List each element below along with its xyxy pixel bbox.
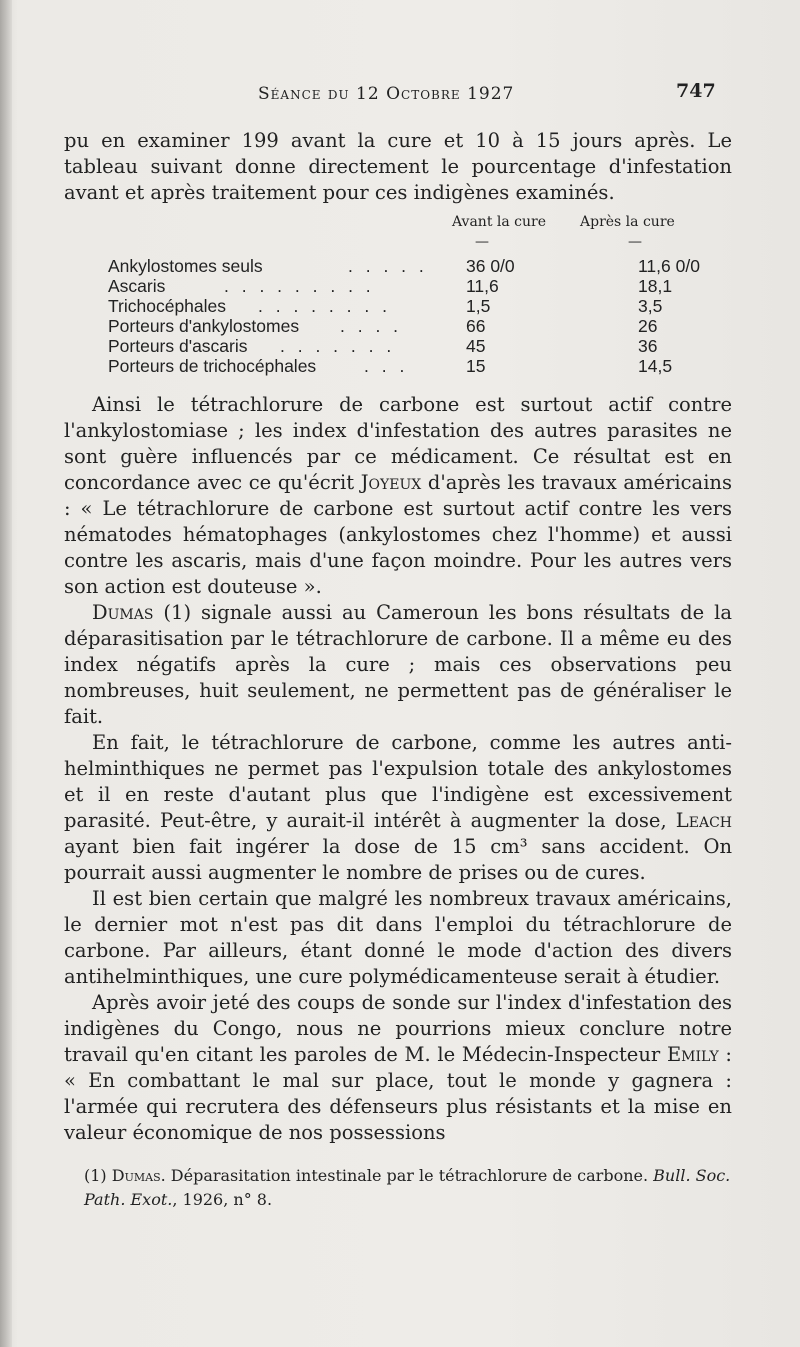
- running-head: [0, 80, 800, 110]
- row-value-after: 26: [638, 316, 658, 336]
- paragraph-text: Ainsi le tétrachlorure de carbone est surtout actif contre l'ankylostomiase ; les index d'infestation des autres parasites ne sont guère influencés par ce médicament. Ce résultat est en concordance avec ce qu'écrit: [64, 393, 732, 494]
- row-label: Porteurs d'ascaris: [108, 336, 248, 356]
- row-value-before: 45: [466, 336, 486, 356]
- author-name-emily: Emily: [666, 1043, 719, 1066]
- row-dots: . . . . . . .: [280, 336, 396, 356]
- binding-shadow: [0, 0, 12, 1347]
- paragraph-tetrachlorure-activity: [64, 392, 732, 600]
- row-label: Ankylostomes seuls: [108, 256, 263, 276]
- footnote-marker: (1): [84, 1166, 107, 1185]
- paragraph-conclusion: [64, 990, 732, 1146]
- paragraph-text: (1) signale aussi au Cameroun les bons résultats de la déparasitisation par le tétrachlorure de carbone. Il a même eu des index négatifs après la cure ; mais ces observations peu nombreuses, huit seulement, ne permettent pas de généraliser le fait.: [64, 601, 732, 728]
- table-row: [108, 296, 744, 316]
- intro-paragraph: pu en examiner 199 avant la cure et 10 à 15 jours après. Le tableau suivant donne directement le pourcentage d'infestation avant et après traitement pour ces indigènes examinés.: [64, 129, 732, 204]
- table-dash-after: —: [628, 234, 642, 250]
- paragraph-text-continued: : « En combattant le mal sur place, tout le monde y gagnera : l'armée qui recrutera des défenseurs plus résistants et la mise en valeur économique de nos possessions: [64, 1043, 732, 1144]
- row-value-before: 66: [466, 316, 486, 336]
- row-value-before: 36 0/0: [466, 256, 515, 276]
- infestation-table: [64, 214, 744, 384]
- table-dash-before: —: [475, 234, 489, 250]
- table-header-after: Après la cure: [580, 214, 675, 230]
- row-value-after: 3,5: [638, 296, 663, 316]
- row-value-before: 1,5: [466, 296, 491, 316]
- paragraph-text-continued: d'après les travaux américains : « Le tétrachlorure de carbone est surtout actif contre les vers nématodes hématophages (ankylostomes chez l'homme) et aussi contre les ascaris, mais d'une façon moindre. Pour les autres vers son action est douteuse ».: [64, 471, 732, 598]
- row-dots: . . . . . . . . .: [224, 276, 375, 296]
- row-value-before: 11,6: [466, 276, 499, 296]
- author-name-dumas: Dumas: [92, 601, 154, 624]
- row-label: Porteurs d'ankylostomes: [108, 316, 300, 336]
- row-label: Porteurs de trichocéphales: [108, 356, 317, 376]
- intro-paragraph-block: [64, 128, 732, 206]
- row-dots: . . . . . . . .: [258, 296, 391, 316]
- footnote-reference: , 1926, n° 8.: [172, 1190, 273, 1209]
- author-name-leach: Leach: [675, 809, 732, 832]
- paragraph-text: En fait, le tétrachlorure de carbone, comme les autres anti-helminthiques ne permet pas l'expulsion totale des ankylostomes et il en reste d'autant plus que l'indigène est excessivement parasité. Peut-être, y aurait-il intérêt à augmenter la dose,: [64, 731, 732, 832]
- footnote-author: Dumas: [111, 1166, 161, 1185]
- table-row: [108, 336, 744, 356]
- paragraph-travaux-americains: Il est bien certain que malgré les nombreux travaux américains, le dernier mot n'est pas dit dans l'emploi du tétrachlorure de carbone. Par ailleurs, étant donné le mode d'action des divers antihelminthiques, une cure polymédicamenteuse serait à étudier.: [64, 887, 732, 988]
- footnote-text: . Déparasitation intestinale par le tétrachlorure de carbone.: [160, 1166, 654, 1185]
- row-value-after: 11,6 0/0: [638, 256, 700, 276]
- footnote-journal: Bull. Soc. Path. Exot.: [84, 1166, 731, 1209]
- row-value-before: 15: [466, 356, 486, 376]
- paragraph-text-continued: ayant bien fait ingérer la dose de 15 cm³ sans accident. On pourrait aussi augmenter le nombre de prises ou de cures.: [64, 835, 732, 884]
- row-dots: . . .: [364, 356, 409, 376]
- footnote: [84, 1164, 734, 1212]
- table-row: [108, 276, 744, 296]
- table-row: [108, 356, 744, 376]
- paragraph-dumas: [64, 600, 732, 730]
- author-name-joyeux: Joyeux: [360, 471, 422, 494]
- body-text: [64, 392, 732, 1146]
- row-dots: . . . . .: [348, 256, 428, 276]
- row-value-after: 18,1: [638, 276, 673, 296]
- paragraph-en-fait: [64, 730, 732, 886]
- table-row: [108, 256, 744, 276]
- table-header-before: Avant la cure: [452, 214, 547, 230]
- row-label: Ascaris: [108, 276, 166, 296]
- running-head-title: Séance du 12 Octobre 1927: [258, 84, 515, 104]
- row-label: Trichocéphales: [108, 296, 227, 316]
- row-value-after: 14,5: [638, 356, 673, 376]
- table-row: [108, 316, 744, 336]
- row-value-after: 36: [638, 336, 658, 356]
- row-dots: . . . .: [340, 316, 403, 336]
- page-number: 747: [676, 80, 716, 102]
- paragraph-text: Après avoir jeté des coups de sonde sur l'index d'infestation des indigènes du Congo, nous ne pourrions mieux conclure notre travail qu'en citant les paroles de M. le Médecin-Inspecteur: [64, 991, 732, 1066]
